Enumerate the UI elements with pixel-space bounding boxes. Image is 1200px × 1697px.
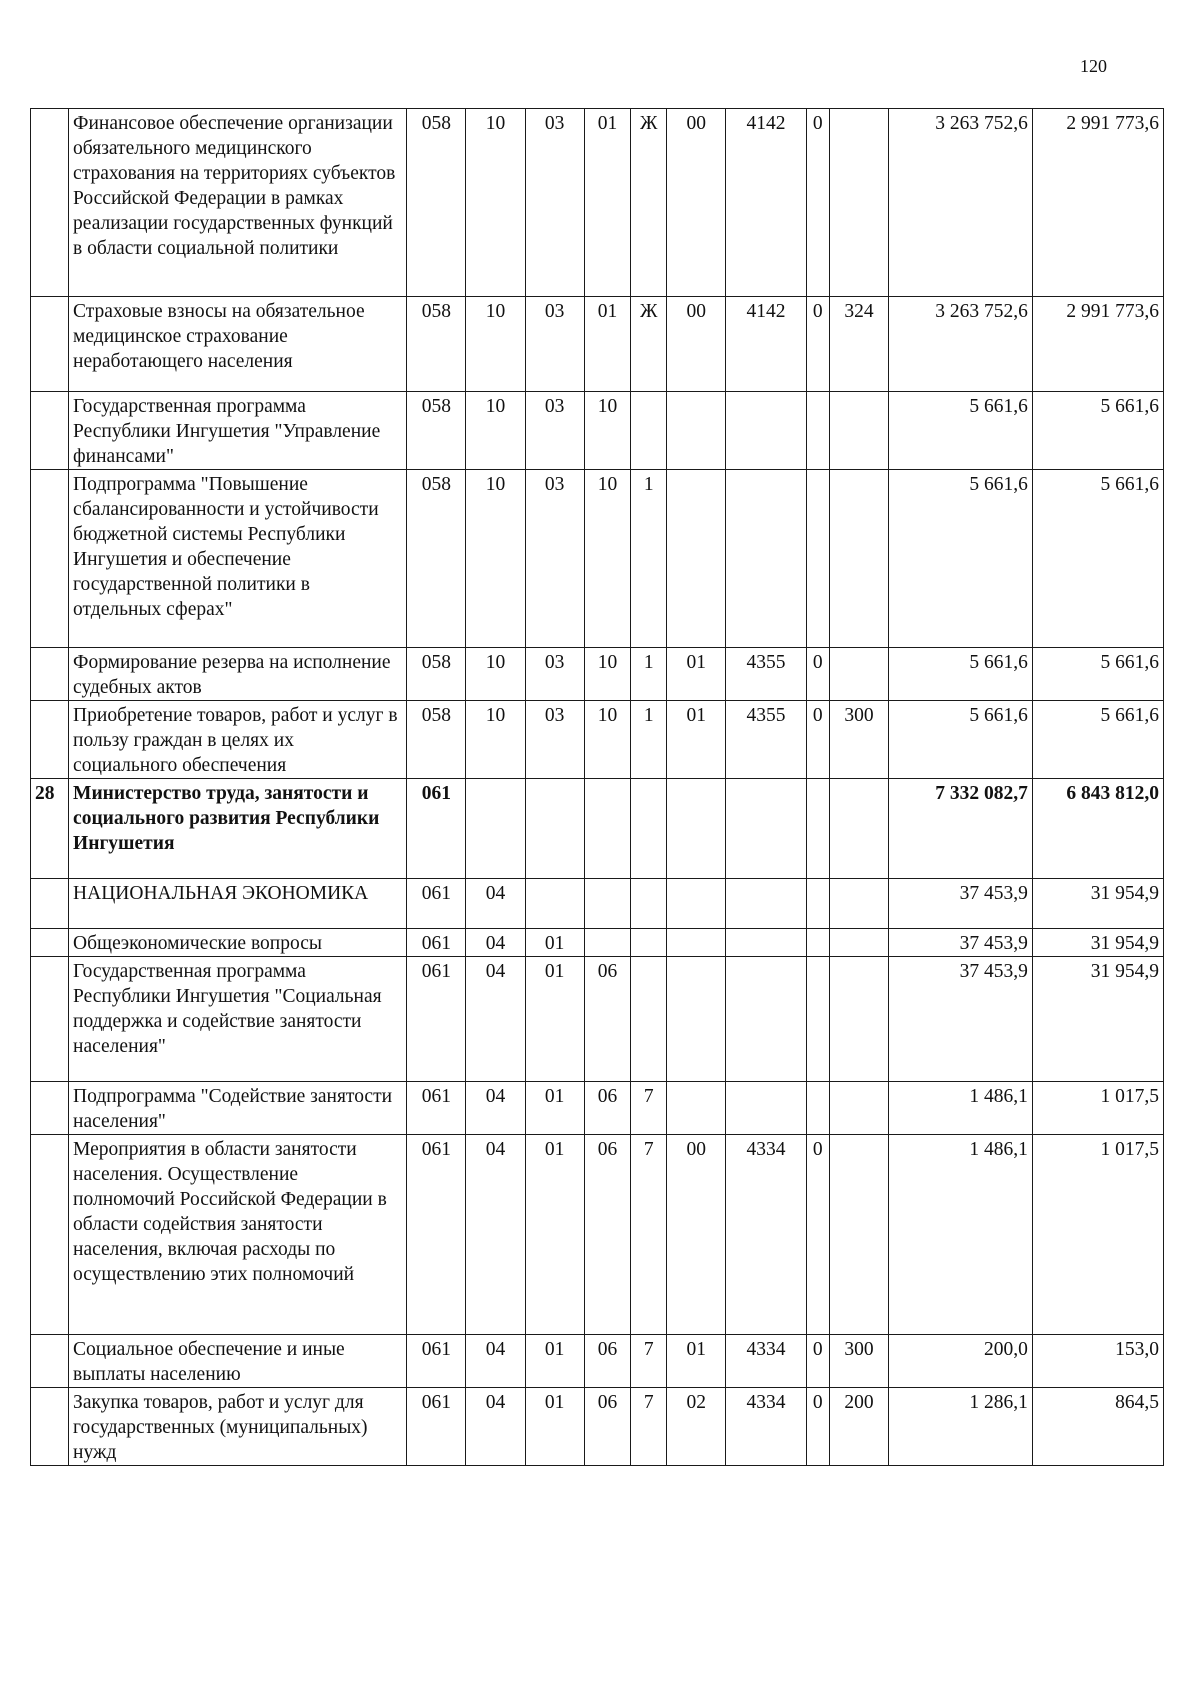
program-code-cell: 01 [584,109,631,297]
subsection-code-cell: 03 [525,648,584,701]
actual-amount-cell: 153,0 [1032,1335,1163,1388]
actual-amount-cell: 31 954,9 [1032,929,1163,957]
planned-amount-cell: 5 661,6 [889,470,1033,648]
ministry-code-cell: 061 [407,929,466,957]
ministry-code-cell: 058 [407,392,466,470]
program-code-cell: 06 [584,1135,631,1335]
direction-code-cell [726,879,806,929]
section-code-cell: 04 [466,1082,525,1135]
actual-amount-cell: 2 991 773,6 [1032,109,1163,297]
planned-amount-cell: 5 661,6 [889,648,1033,701]
section-code-cell: 10 [466,648,525,701]
row-name-cell: Закупка товаров, работ и услуг для государственных (муниципальных) нужд [69,1388,407,1466]
planned-amount-cell: 1 286,1 [889,1388,1033,1466]
subprogram-code-cell: 7 [631,1388,667,1466]
actual-amount-cell: 31 954,9 [1032,879,1163,929]
table-row [31,1082,1164,1135]
main-event-code-cell: 01 [667,701,726,779]
row-number-cell [31,470,69,648]
section-code-cell: 04 [466,879,525,929]
row-name-cell: Подпрограмма "Повышение сбалансированности и устойчивости бюджетной системы Республики Ингушетия и обеспечение государственной политики в отдельных сферах" [69,470,407,648]
direction-code-cell: 4355 [726,701,806,779]
actual-amount-cell: 31 954,9 [1032,957,1163,1082]
main-event-code-cell: 00 [667,109,726,297]
expense-type-code-cell [829,1135,888,1335]
row-name-cell: Социальное обеспечение и иные выплаты населению [69,1335,407,1388]
table-row [31,392,1164,470]
subsection-code-cell [525,879,584,929]
subprogram-code-cell [631,779,667,879]
expense-type-code-cell: 300 [829,1335,888,1388]
program-code-cell [584,929,631,957]
main-event-code-cell [667,879,726,929]
ministry-code-cell: 058 [407,648,466,701]
section-code-cell [466,779,525,879]
section-code-cell: 10 [466,297,525,392]
sub-direction-code-cell [806,779,829,879]
actual-amount-cell: 1 017,5 [1032,1135,1163,1335]
subsection-code-cell: 01 [525,1135,584,1335]
direction-code-cell: 4334 [726,1135,806,1335]
planned-amount-cell: 37 453,9 [889,879,1033,929]
program-code-cell: 06 [584,1335,631,1388]
direction-code-cell: 4334 [726,1335,806,1388]
direction-code-cell: 4142 [726,109,806,297]
expense-type-code-cell [829,779,888,879]
section-code-cell: 04 [466,1135,525,1335]
subsection-code-cell: 01 [525,929,584,957]
ministry-code-cell: 058 [407,470,466,648]
row-number-cell [31,929,69,957]
sub-direction-code-cell [806,470,829,648]
program-code-cell: 10 [584,648,631,701]
section-code-cell: 04 [466,929,525,957]
subsection-code-cell: 03 [525,701,584,779]
ministry-code-cell: 058 [407,297,466,392]
subprogram-code-cell: Ж [631,109,667,297]
subprogram-code-cell [631,392,667,470]
row-name-cell: Подпрограмма "Содействие занятости населения" [69,1082,407,1135]
subprogram-code-cell: 1 [631,470,667,648]
table-row [31,648,1164,701]
row-number-cell [31,701,69,779]
row-name-cell: НАЦИОНАЛЬНАЯ ЭКОНОМИКА [69,879,407,929]
direction-code-cell [726,470,806,648]
row-number-cell [31,109,69,297]
actual-amount-cell: 5 661,6 [1032,701,1163,779]
main-event-code-cell: 01 [667,1335,726,1388]
section-code-cell: 10 [466,701,525,779]
subsection-code-cell: 01 [525,1388,584,1466]
subprogram-code-cell [631,879,667,929]
expense-type-code-cell [829,109,888,297]
ministry-code-cell: 061 [407,957,466,1082]
sub-direction-code-cell [806,392,829,470]
main-event-code-cell: 01 [667,648,726,701]
sub-direction-code-cell: 0 [806,701,829,779]
planned-amount-cell: 200,0 [889,1335,1033,1388]
budget-table-body [31,109,1164,1466]
planned-amount-cell: 3 263 752,6 [889,109,1033,297]
ministry-code-cell: 061 [407,1335,466,1388]
row-name-cell: Государственная программа Республики Ингушетия "Управление финансами" [69,392,407,470]
row-name-cell: Мероприятия в области занятости населения. Осуществление полномочий Российской Федерации в области содействия занятости населения, включая расходы по осуществлению этих полномочий [69,1135,407,1335]
subprogram-code-cell: 7 [631,1335,667,1388]
expense-type-code-cell [829,392,888,470]
sub-direction-code-cell [806,957,829,1082]
ministry-code-cell: 061 [407,1388,466,1466]
program-code-cell: 06 [584,1388,631,1466]
direction-code-cell [726,957,806,1082]
actual-amount-cell: 5 661,6 [1032,392,1163,470]
section-code-cell: 04 [466,1388,525,1466]
main-event-code-cell [667,392,726,470]
table-row [31,1135,1164,1335]
main-event-code-cell [667,779,726,879]
program-code-cell [584,879,631,929]
sub-direction-code-cell: 0 [806,648,829,701]
subprogram-code-cell [631,957,667,1082]
row-number-cell [31,648,69,701]
program-code-cell: 10 [584,701,631,779]
row-name-cell: Государственная программа Республики Ингушетия "Социальная поддержка и содействие занятости населения" [69,957,407,1082]
main-event-code-cell: 02 [667,1388,726,1466]
row-number-cell [31,392,69,470]
row-number-cell [31,1388,69,1466]
sub-direction-code-cell: 0 [806,109,829,297]
subprogram-code-cell: 1 [631,701,667,779]
sub-direction-code-cell [806,929,829,957]
table-row [31,470,1164,648]
expense-type-code-cell [829,957,888,1082]
main-event-code-cell: 00 [667,297,726,392]
program-code-cell: 06 [584,1082,631,1135]
row-name-cell: Финансовое обеспечение организации обязательного медицинского страхования на территориях субъектов Российской Федерации в рамках реализации государственных функций в области социальной политики [69,109,407,297]
planned-amount-cell: 5 661,6 [889,392,1033,470]
subprogram-code-cell: 7 [631,1135,667,1335]
subsection-code-cell: 03 [525,297,584,392]
row-name-cell: Страховые взносы на обязательное медицинское страхование неработающего населения [69,297,407,392]
actual-amount-cell: 6 843 812,0 [1032,779,1163,879]
actual-amount-cell: 864,5 [1032,1388,1163,1466]
ministry-code-cell: 061 [407,1082,466,1135]
planned-amount-cell: 5 661,6 [889,701,1033,779]
subsection-code-cell: 01 [525,1082,584,1135]
expense-type-code-cell [829,1082,888,1135]
expense-type-code-cell: 300 [829,701,888,779]
expense-type-code-cell: 324 [829,297,888,392]
sub-direction-code-cell: 0 [806,1135,829,1335]
planned-amount-cell: 3 263 752,6 [889,297,1033,392]
table-row [31,779,1164,879]
row-number-cell: 28 [31,779,69,879]
subprogram-code-cell [631,929,667,957]
program-code-cell: 06 [584,957,631,1082]
row-name-cell: Общеэкономические вопросы [69,929,407,957]
section-code-cell: 10 [466,470,525,648]
row-number-cell [31,1135,69,1335]
ministry-code-cell: 061 [407,1135,466,1335]
ministry-code-cell: 061 [407,879,466,929]
table-row [31,879,1164,929]
ministry-code-cell: 058 [407,701,466,779]
program-code-cell [584,779,631,879]
row-name-cell: Формирование резерва на исполнение судебных актов [69,648,407,701]
row-name-cell: Приобретение товаров, работ и услуг в пользу граждан в целях их социального обеспечения [69,701,407,779]
subsection-code-cell: 03 [525,470,584,648]
expense-type-code-cell [829,648,888,701]
row-name-cell: Министерство труда, занятости и социального развития Республики Ингушетия [69,779,407,879]
section-code-cell: 10 [466,392,525,470]
direction-code-cell: 4355 [726,648,806,701]
planned-amount-cell: 37 453,9 [889,957,1033,1082]
direction-code-cell [726,392,806,470]
row-number-cell [31,297,69,392]
expense-type-code-cell [829,879,888,929]
expense-type-code-cell [829,929,888,957]
section-code-cell: 10 [466,109,525,297]
subsection-code-cell: 03 [525,109,584,297]
program-code-cell: 10 [584,392,631,470]
table-row [31,957,1164,1082]
direction-code-cell [726,929,806,957]
ministry-code-cell: 061 [407,779,466,879]
planned-amount-cell: 1 486,1 [889,1135,1033,1335]
row-number-cell [31,957,69,1082]
main-event-code-cell: 00 [667,1135,726,1335]
sub-direction-code-cell: 0 [806,1388,829,1466]
sub-direction-code-cell [806,879,829,929]
subsection-code-cell: 01 [525,1335,584,1388]
main-event-code-cell [667,470,726,648]
planned-amount-cell: 1 486,1 [889,1082,1033,1135]
subprogram-code-cell: 1 [631,648,667,701]
main-event-code-cell [667,929,726,957]
table-row [31,701,1164,779]
budget-table [30,108,1164,1466]
subsection-code-cell: 03 [525,392,584,470]
expense-type-code-cell [829,470,888,648]
sub-direction-code-cell: 0 [806,297,829,392]
subprogram-code-cell: Ж [631,297,667,392]
table-row [31,1335,1164,1388]
program-code-cell: 01 [584,297,631,392]
subprogram-code-cell: 7 [631,1082,667,1135]
actual-amount-cell: 1 017,5 [1032,1082,1163,1135]
program-code-cell: 10 [584,470,631,648]
section-code-cell: 04 [466,957,525,1082]
ministry-code-cell: 058 [407,109,466,297]
direction-code-cell [726,779,806,879]
sub-direction-code-cell [806,1082,829,1135]
planned-amount-cell: 37 453,9 [889,929,1033,957]
direction-code-cell: 4334 [726,1388,806,1466]
actual-amount-cell: 5 661,6 [1032,648,1163,701]
actual-amount-cell: 5 661,6 [1032,470,1163,648]
subsection-code-cell: 01 [525,957,584,1082]
row-number-cell [31,1335,69,1388]
table-row [31,109,1164,297]
main-event-code-cell [667,1082,726,1135]
subsection-code-cell [525,779,584,879]
actual-amount-cell: 2 991 773,6 [1032,297,1163,392]
planned-amount-cell: 7 332 082,7 [889,779,1033,879]
page-number: 120 [1080,56,1107,76]
direction-code-cell: 4142 [726,297,806,392]
row-number-cell [31,879,69,929]
expense-type-code-cell: 200 [829,1388,888,1466]
table-row [31,297,1164,392]
main-event-code-cell [667,957,726,1082]
sub-direction-code-cell: 0 [806,1335,829,1388]
direction-code-cell [726,1082,806,1135]
table-row [31,929,1164,957]
table-row [31,1388,1164,1466]
section-code-cell: 04 [466,1335,525,1388]
row-number-cell [31,1082,69,1135]
